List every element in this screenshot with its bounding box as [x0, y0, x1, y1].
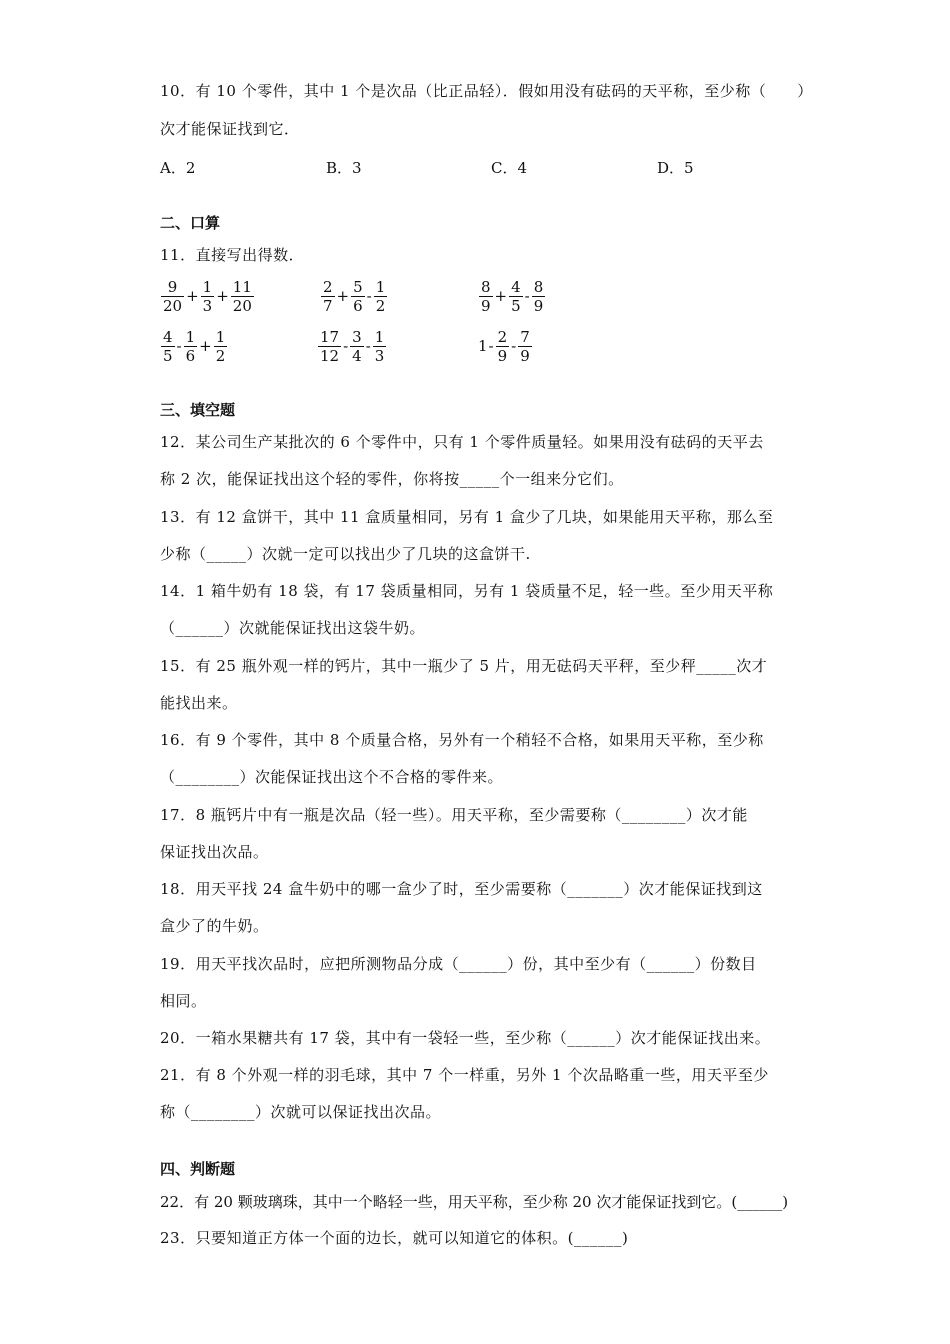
denominator: 12 [320, 346, 340, 365]
operator: - [365, 337, 371, 355]
numerator: 9 [167, 277, 178, 296]
q10-option-c: C．4 [491, 159, 528, 177]
numerator: 1 [374, 327, 385, 346]
operator: - [176, 337, 182, 355]
denominator: 7 [323, 296, 333, 315]
q14-line1: 14．1 箱牛奶有 18 袋，有 17 袋质量相同，另有 1 袋质量不足，轻一些。至少用天平称 [160, 582, 774, 600]
q17-line2: 保证找出次品。 [160, 843, 269, 861]
operator: + [199, 337, 212, 355]
q10-option-d: D．5 [657, 159, 694, 177]
q17-line1: 17．8 瓶钙片中有一瓶是次品（轻一些）。用天平称，至少需要称（________）次才能 [160, 806, 748, 824]
fraction [230, 278, 255, 315]
numerator: 1 [215, 327, 226, 346]
expression-6 [478, 326, 533, 366]
denominator: 9 [533, 296, 544, 315]
numerator: 4 [511, 277, 521, 296]
denominator: 6 [353, 296, 363, 315]
numerator: 3 [352, 327, 362, 346]
q14-line2: （______）次就能保证找出这袋牛奶。 [160, 619, 426, 637]
q18-line2: 盒少了的牛奶。 [160, 917, 269, 935]
fraction [517, 328, 533, 365]
q20-line: 20．一箱水果糖共有 17 袋，其中有一袋轻一些，至少称（______）次才能保证找出来。 [160, 1029, 771, 1047]
expression-3 [478, 276, 546, 316]
q13-line1: 13．有 12 盒饼干，其中 11 盒质量相同，另有 1 盒少了几块，如果能用天平称，那么至 [160, 508, 774, 526]
fraction [372, 328, 388, 365]
numerator: 8 [533, 277, 544, 296]
q16-line2: （________）次能保证找出这个不合格的零件来。 [160, 768, 504, 786]
section3-title: 三、填空题 [160, 401, 236, 419]
numerator: 2 [497, 327, 508, 346]
q23-line: 23．只要知道正方体一个面的边长，就可以知道它的体积。(______) [160, 1229, 629, 1247]
q10-option-b: B．3 [326, 159, 362, 177]
numerator: 11 [232, 277, 252, 296]
operator: - [343, 337, 349, 355]
denominator: 2 [375, 296, 386, 315]
operator: - [511, 337, 517, 355]
q13-line2: 少称（_____）次就一定可以找出少了几块的这盒饼干. [160, 545, 531, 563]
operator: + [494, 287, 508, 305]
q18-line1: 18．用天平找 24 盒牛奶中的哪一盒少了时，至少需要称（_______）次才能保证找到这 [160, 880, 763, 898]
q10-option-a: A．2 [160, 159, 196, 177]
denominator: 5 [163, 346, 173, 365]
q22-line: 22．有 20 颗玻璃珠，其中一个略轻一些，用天平称，至少称 20 次才能保证找到它。(______) [160, 1193, 789, 1211]
numerator: 5 [353, 277, 363, 296]
expression-4 [160, 326, 228, 366]
q10-line1: 10．有 10 个零件，其中 1 个是次品（比正品轻）．假如用没有砝码的天平称，至少称（ ） [160, 82, 813, 100]
denominator: 5 [511, 296, 521, 315]
numerator: 1 [202, 277, 213, 296]
operator: - [366, 287, 372, 305]
numerator: 8 [481, 277, 491, 296]
q19-line1: 19．用天平找次品时，应把所测物品分成（______）份，其中至少有（______）份数目 [160, 955, 757, 973]
q15-line2: 能找出来。 [160, 694, 238, 712]
fraction [373, 278, 389, 315]
denominator: 6 [185, 346, 196, 365]
fraction [478, 278, 494, 315]
q11-prompt: 11．直接写出得数． [160, 246, 305, 264]
numerator: 2 [323, 277, 333, 296]
fraction [160, 278, 185, 315]
expression-5 [317, 326, 387, 366]
fraction [183, 328, 199, 365]
numerator: 17 [320, 327, 340, 346]
fraction [508, 278, 524, 315]
expression-1 [160, 276, 255, 316]
numerator: 1 [375, 277, 386, 296]
denominator: 3 [202, 296, 213, 315]
denominator: 4 [352, 346, 362, 365]
integer: 1 [478, 337, 488, 355]
numerator: 4 [163, 327, 173, 346]
operator: - [488, 337, 494, 355]
fraction [160, 328, 176, 365]
q19-line2: 相同。 [160, 992, 207, 1010]
fraction [349, 328, 365, 365]
q12-line1: 12．某公司生产某批次的 6 个零件中，只有 1 个零件质量轻。如果用没有砝码的天平去 [160, 433, 764, 451]
fraction [350, 278, 366, 315]
fraction [200, 278, 216, 315]
numerator: 7 [520, 327, 530, 346]
denominator: 9 [481, 296, 491, 315]
fraction [320, 278, 336, 315]
denominator: 9 [497, 346, 508, 365]
section4-title: 四、判断题 [160, 1160, 236, 1178]
fraction [317, 328, 342, 365]
operator: - [524, 287, 530, 305]
q21-line2: 称（________）次就可以保证找出次品。 [160, 1103, 442, 1121]
q12-line2: 称 2 次，能保证找出这个轻的零件，你将按_____个一组来分它们。 [160, 470, 624, 488]
denominator: 3 [374, 346, 385, 365]
fraction [531, 278, 547, 315]
q21-line1: 21．有 8 个外观一样的羽毛球，其中 7 个一样重，另外 1 个次品略重一些，用天平至少 [160, 1066, 769, 1084]
denominator: 20 [232, 296, 252, 315]
q15-line1: 15．有 25 瓶外观一样的钙片，其中一瓶少了 5 片，用无砝码天平秤，至少秤_____次才 [160, 657, 768, 675]
section2-title: 二、口算 [160, 214, 221, 232]
fraction [495, 328, 511, 365]
q10-line2: 次才能保证找到它． [160, 120, 300, 138]
operator: + [216, 287, 229, 305]
denominator: 2 [215, 346, 226, 365]
denominator: 20 [163, 296, 183, 315]
expression-2 [320, 276, 388, 316]
operator: + [336, 287, 350, 305]
q16-line1: 16．有 9 个零件，其中 8 个质量合格，另外有一个稍轻不合格，如果用天平称，至少称 [160, 731, 764, 749]
fraction [213, 328, 229, 365]
denominator: 9 [520, 346, 530, 365]
numerator: 1 [185, 327, 196, 346]
operator: + [186, 287, 199, 305]
